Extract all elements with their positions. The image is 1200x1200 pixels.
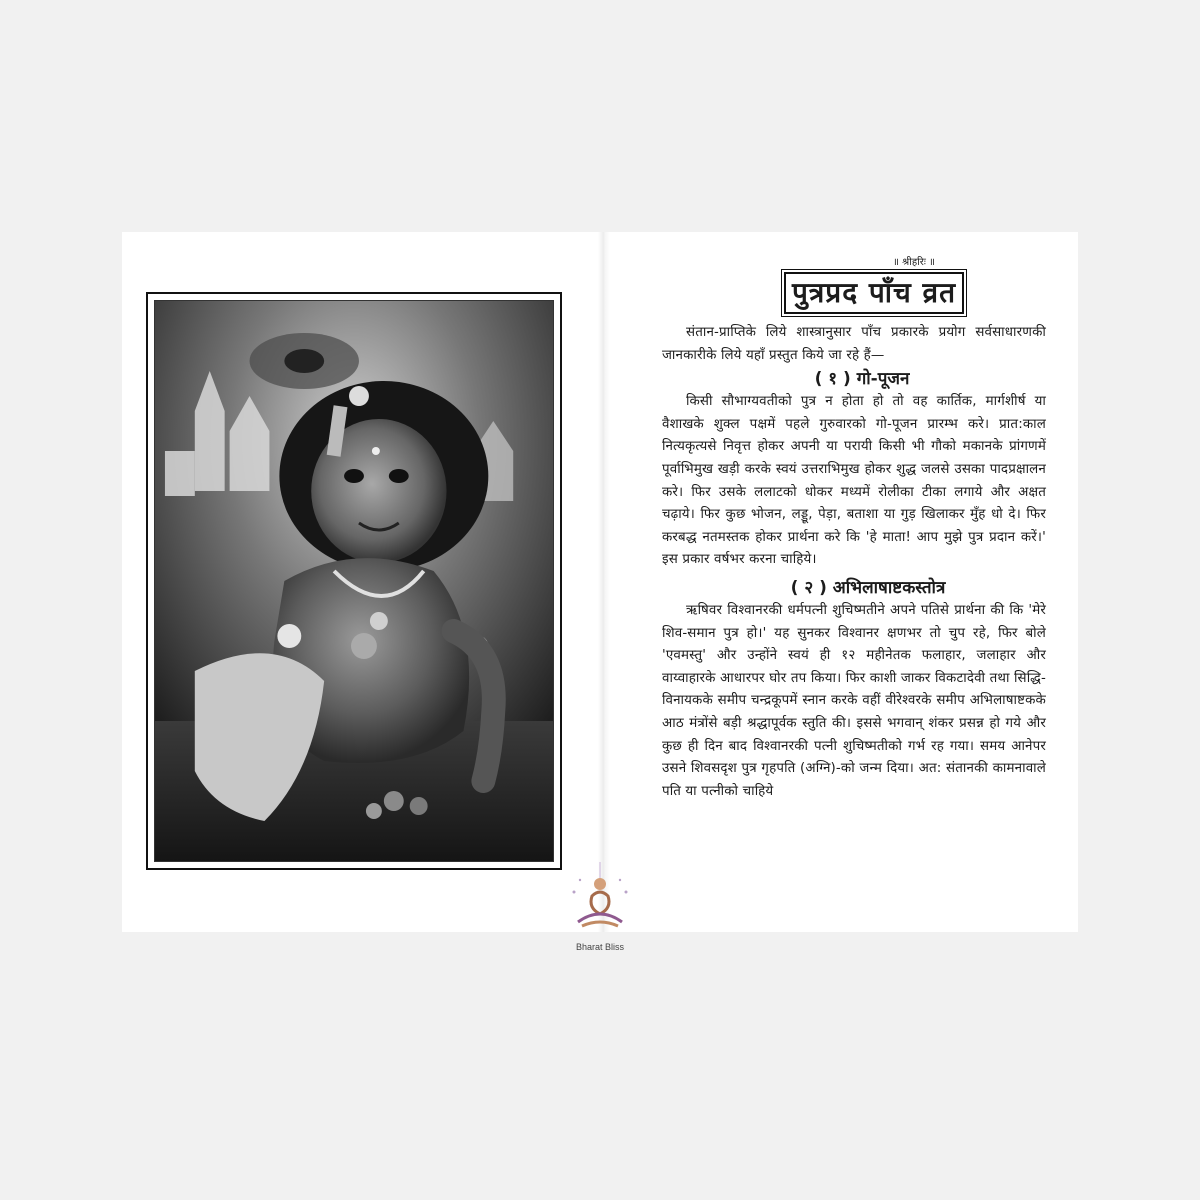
invocation-line: ॥ श्रीहरिः ॥ <box>892 257 936 268</box>
section-heading-go-pujan: ( १ ) गो-पूजन <box>814 369 910 390</box>
illustration-svg <box>155 301 553 861</box>
meditation-logo-icon <box>560 862 640 942</box>
section-text-abhilashashtak: ऋषिवर विश्वानरकी धर्मपत्नी शुचिष्मतीने अपने पतिसे प्रार्थना की कि 'मेरे शिव-समान पुत्र हो।' यह सुनकर विश्वानर क्षणभर तो चुप रहे, फिर बोले 'एवमस्तु' और उन्होंने स्वयं ही १२ महीनेतक फलाहार, जलाहार और वाय्वाहारके आधारपर घोर तप किया। फिर काशी जाकर विकटादेवी तथा सिद्धि-विनायकके समीप चन्द्रकूपमें स्नान करके वहीं वीरेश्वरके समीप अभिलाषाष्टकके आठ मंत्रोंसे बड़ी श्रद्धापूर्वक स्तुति की। इससे भगवान् शंकर प्रसन्न हो गये और कुछ ही दिन बाद विश्वानरकी पत्नी शुचिष्मतीको गर्भ रह गया। समय आनेपर उसने शिवसदृश पुत्र गृहपति (अग्नि)-को जन्म दिया। अत: संतानकी कामनावाले पति या पत्नीको चाहिये <box>662 602 1046 799</box>
intro-paragraph: संतान-प्राप्तिके लिये शास्त्रानुसार पाँच प्रकारके प्रयोग सर्वसाधारणकी जानकारीके लिये यहाँ प्रस्तुत किये जा रहे हैं— <box>662 325 1046 363</box>
title-wrap <box>702 272 1046 322</box>
section-text-go-pujan: किसी सौभाग्यवतीको पुत्र न होता हो तो वह कार्तिक, मार्गशीर्ष या वैशाखके शुक्ल पक्षमें पहले गुरुवारको गो-पूजन प्रारम्भ करे। प्रात:काल नित्यकृत्यसे निवृत्त होकर अपनी या परायी किसी भी गौको मकानके प्रांगणमें पूर्वाभिमुख खड़ी करके स्वयं उत्तराभिमुख होकर शुद्ध जलसे उसका पादप्रक्षालन करे। फिर उसके ललाटको धोकर मध्यमें रोलीका टीका लगाये और अक्षत चढ़ाये। फिर कुछ भोजन, लड्डू, पेड़ा, बताशा या गुड़ खिलाकर मुँह धो दे। फिर करबद्ध नतमस्तक होकर प्रार्थना करे कि 'हे माता! आप मुझे पुत्र प्रदान करें।' इस प्रकार वर्षभर करना चाहिये। <box>662 394 1046 568</box>
book-gutter <box>598 232 610 932</box>
book-spread <box>122 232 1078 932</box>
page-title: पुत्रप्रद पाँच व्रत <box>784 272 964 314</box>
text-page <box>662 254 1046 803</box>
watermark-brand-text: Bharat Bliss <box>575 942 625 952</box>
child-krishna-illustration <box>154 300 554 862</box>
watermark-logo <box>560 862 640 956</box>
section-heading-abhilashashtak: ( २ ) अभिलाषाष्टकस्तोत्र <box>790 577 946 598</box>
illustration-frame <box>146 292 562 870</box>
